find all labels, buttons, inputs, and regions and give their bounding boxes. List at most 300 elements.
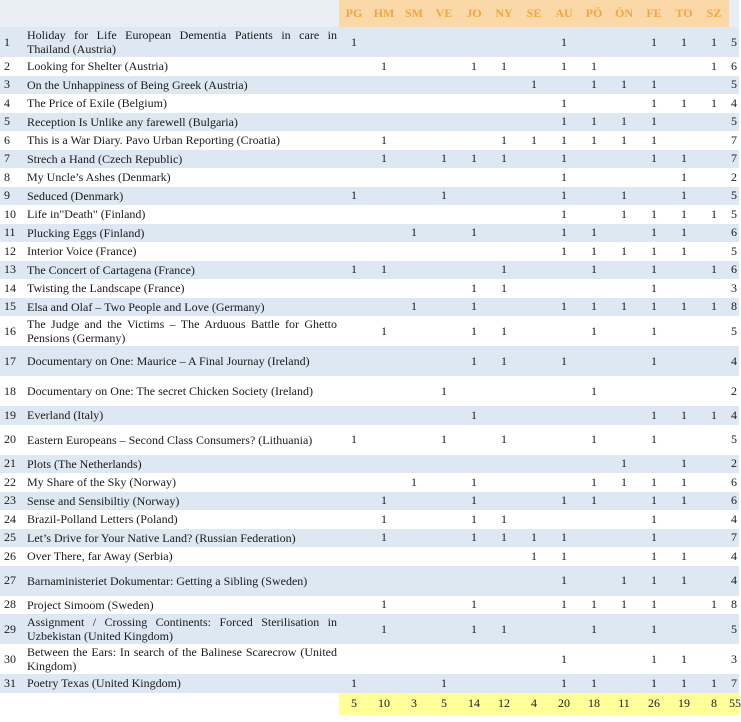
vote-cell: 1	[459, 510, 489, 529]
vote-cell: 1	[639, 614, 669, 644]
vote-cell	[339, 455, 369, 474]
vote-cell	[669, 261, 699, 280]
vote-cell	[369, 113, 399, 132]
vote-cell	[669, 346, 699, 376]
vote-cell: 1	[549, 131, 579, 150]
vote-cell	[519, 187, 549, 206]
vote-cell	[579, 406, 609, 425]
programme-title: Brazil-Polland Letters (Poland)	[24, 510, 339, 529]
column-total: 10	[369, 693, 399, 715]
row-number: 6	[0, 131, 24, 150]
vote-cell: 1	[339, 261, 369, 280]
vote-cell	[519, 168, 549, 187]
column-total: 20	[549, 693, 579, 715]
vote-cell: 1	[459, 614, 489, 644]
vote-cell	[369, 566, 399, 596]
vote-cell	[429, 298, 459, 317]
table-row	[0, 242, 739, 261]
vote-cell: 1	[489, 316, 519, 346]
vote-cell: 1	[519, 131, 549, 150]
vote-cell: 1	[489, 261, 519, 280]
vote-cell: 1	[369, 261, 399, 280]
vote-cell: 1	[639, 529, 669, 548]
table-row	[0, 205, 739, 224]
vote-cell	[399, 76, 429, 95]
vote-cell: 1	[489, 279, 519, 298]
vote-cell: 1	[669, 94, 699, 113]
vote-cell	[549, 473, 579, 492]
vote-cell: 1	[579, 425, 609, 455]
column-header: PG	[339, 0, 369, 27]
vote-cell	[459, 455, 489, 474]
vote-cell: 1	[579, 473, 609, 492]
row-number: 15	[0, 298, 24, 317]
vote-cell	[699, 279, 729, 298]
vote-cell: 1	[639, 298, 669, 317]
programme-title: Over There, far Away (Serbia)	[24, 547, 339, 566]
vote-cell: 1	[699, 94, 729, 113]
vote-cell	[399, 492, 429, 511]
programme-title: My Share of the Sky (Norway)	[24, 473, 339, 492]
vote-cell: 1	[669, 27, 699, 57]
vote-cell: 1	[669, 492, 699, 511]
vote-cell	[339, 113, 369, 132]
column-total: 4	[519, 693, 549, 715]
programme-title: Elsa and Olaf – Two People and Love (Germany)	[24, 298, 339, 317]
vote-cell	[669, 279, 699, 298]
vote-cell: 1	[429, 425, 459, 455]
vote-cell	[399, 261, 429, 280]
vote-cell	[339, 57, 369, 76]
vote-cell: 1	[579, 224, 609, 243]
table-row	[0, 57, 739, 76]
vote-cell	[459, 113, 489, 132]
vote-cell: 1	[579, 131, 609, 150]
vote-cell	[669, 57, 699, 76]
vote-cell	[669, 529, 699, 548]
row-number: 17	[0, 346, 24, 376]
row-number: 9	[0, 187, 24, 206]
vote-cell: 1	[639, 547, 669, 566]
row-total: 5	[729, 425, 739, 455]
vote-cell	[489, 674, 519, 693]
row-total: 4	[729, 346, 739, 376]
vote-cell: 1	[489, 346, 519, 376]
row-number: 12	[0, 242, 24, 261]
row-number: 16	[0, 316, 24, 346]
row-number: 10	[0, 205, 24, 224]
vote-cell	[369, 346, 399, 376]
vote-cell: 1	[669, 566, 699, 596]
vote-cell	[519, 205, 549, 224]
vote-cell: 1	[669, 205, 699, 224]
vote-cell	[339, 644, 369, 674]
vote-cell	[459, 425, 489, 455]
column-header: SM	[399, 0, 429, 27]
vote-cell	[399, 150, 429, 169]
vote-cell: 1	[549, 27, 579, 57]
row-total: 5	[729, 242, 739, 261]
vote-cell: 1	[639, 261, 669, 280]
vote-cell: 1	[459, 298, 489, 317]
vote-cell	[669, 425, 699, 455]
vote-cell	[399, 566, 429, 596]
vote-cell	[459, 566, 489, 596]
vote-cell	[429, 346, 459, 376]
vote-cell	[489, 455, 519, 474]
vote-cell	[369, 242, 399, 261]
vote-cell	[519, 406, 549, 425]
vote-cell	[369, 94, 399, 113]
vote-cell: 1	[399, 473, 429, 492]
vote-cell: 1	[639, 150, 669, 169]
vote-cell	[579, 168, 609, 187]
vote-cell: 1	[699, 205, 729, 224]
row-total: 8	[729, 596, 739, 615]
vote-cell	[399, 205, 429, 224]
vote-cell	[489, 566, 519, 596]
vote-cell	[609, 644, 639, 674]
vote-cell	[609, 614, 639, 644]
vote-cell	[699, 566, 729, 596]
row-total: 6	[729, 473, 739, 492]
row-total: 3	[729, 644, 739, 674]
header-row	[0, 0, 739, 27]
row-total: 2	[729, 455, 739, 474]
vote-cell	[369, 298, 399, 317]
vote-cell	[519, 242, 549, 261]
vote-cell: 1	[669, 674, 699, 693]
vote-cell	[429, 205, 459, 224]
vote-cell	[609, 261, 639, 280]
vote-cell: 1	[489, 57, 519, 76]
vote-cell: 1	[609, 205, 639, 224]
vote-cell	[669, 596, 699, 615]
column-header: PÖ	[579, 0, 609, 27]
vote-cell: 1	[399, 224, 429, 243]
vote-cell	[399, 27, 429, 57]
table-row	[0, 131, 739, 150]
row-number: 30	[0, 644, 24, 674]
totals-blank	[24, 693, 339, 715]
vote-cell	[609, 224, 639, 243]
programme-title: My Uncle’s Ashes (Denmark)	[24, 168, 339, 187]
vote-cell	[339, 205, 369, 224]
table-row	[0, 150, 739, 169]
vote-cell: 1	[609, 113, 639, 132]
row-number: 5	[0, 113, 24, 132]
vote-cell	[699, 492, 729, 511]
vote-cell: 1	[609, 131, 639, 150]
programme-title: Project Simoom (Sweden)	[24, 596, 339, 615]
vote-cell: 1	[579, 76, 609, 95]
vote-cell: 1	[579, 316, 609, 346]
row-total: 4	[729, 406, 739, 425]
table-row	[0, 316, 739, 346]
vote-cell	[339, 346, 369, 376]
vote-cell: 1	[399, 298, 429, 317]
vote-cell	[579, 547, 609, 566]
row-total: 5	[729, 316, 739, 346]
vote-cell	[429, 406, 459, 425]
vote-cell	[489, 205, 519, 224]
totals-blank	[0, 693, 24, 715]
programme-title: Barnaministeriet Dokumentar: Getting a Sibling (Sweden)	[24, 566, 339, 596]
vote-cell: 1	[699, 27, 729, 57]
vote-cell: 1	[609, 76, 639, 95]
vote-cell	[489, 596, 519, 615]
vote-cell	[429, 455, 459, 474]
vote-cell	[339, 376, 369, 406]
vote-cell	[429, 27, 459, 57]
vote-cell	[339, 406, 369, 425]
vote-cell: 1	[699, 298, 729, 317]
vote-cell: 1	[549, 94, 579, 113]
vote-cell	[489, 27, 519, 57]
vote-cell	[429, 242, 459, 261]
vote-cell	[579, 94, 609, 113]
column-total: 12	[489, 693, 519, 715]
vote-cell: 1	[639, 113, 669, 132]
vote-cell	[399, 455, 429, 474]
vote-cell	[339, 492, 369, 511]
column-total: 5	[429, 693, 459, 715]
vote-cell: 1	[579, 113, 609, 132]
vote-cell	[519, 261, 549, 280]
programme-title: The Concert of Cartagena (France)	[24, 261, 339, 280]
vote-cell	[369, 205, 399, 224]
table-row	[0, 346, 739, 376]
vote-cell	[459, 168, 489, 187]
vote-cell: 1	[669, 547, 699, 566]
table-row	[0, 94, 739, 113]
column-header: FE	[639, 0, 669, 27]
vote-cell	[519, 425, 549, 455]
row-number: 2	[0, 57, 24, 76]
row-number: 13	[0, 261, 24, 280]
row-number: 11	[0, 224, 24, 243]
vote-cell	[699, 150, 729, 169]
vote-cell: 1	[609, 596, 639, 615]
vote-cell	[489, 492, 519, 511]
table-row	[0, 113, 739, 132]
row-number: 20	[0, 425, 24, 455]
vote-cell: 1	[579, 674, 609, 693]
row-number: 31	[0, 674, 24, 693]
vote-cell: 1	[429, 376, 459, 406]
vote-cell	[369, 187, 399, 206]
vote-cell	[639, 376, 669, 406]
vote-cell: 1	[639, 596, 669, 615]
programme-title: Reception Is Unlike any farewell (Bulgaria)	[24, 113, 339, 132]
vote-cell: 1	[639, 27, 669, 57]
vote-cell	[429, 614, 459, 644]
vote-cell: 1	[459, 596, 489, 615]
vote-cell	[369, 27, 399, 57]
vote-cell: 1	[669, 406, 699, 425]
vote-cell	[429, 57, 459, 76]
vote-cell: 1	[489, 425, 519, 455]
vote-cell: 1	[639, 205, 669, 224]
column-header: SE	[519, 0, 549, 27]
row-number: 21	[0, 455, 24, 474]
vote-cell	[399, 113, 429, 132]
vote-cell: 1	[369, 57, 399, 76]
vote-cell	[519, 376, 549, 406]
vote-cell: 1	[639, 76, 669, 95]
vote-cell: 1	[339, 187, 369, 206]
vote-cell	[429, 566, 459, 596]
column-total: 8	[699, 693, 729, 715]
vote-cell	[699, 529, 729, 548]
vote-cell	[369, 406, 399, 425]
table-row	[0, 492, 739, 511]
vote-cell	[609, 510, 639, 529]
vote-cell	[369, 376, 399, 406]
vote-cell	[609, 406, 639, 425]
vote-cell	[699, 131, 729, 150]
row-number: 26	[0, 547, 24, 566]
vote-cell	[489, 298, 519, 317]
vote-cell	[429, 644, 459, 674]
vote-cell	[339, 150, 369, 169]
vote-cell	[519, 298, 549, 317]
vote-cell: 1	[609, 298, 639, 317]
vote-cell	[399, 614, 429, 644]
vote-cell: 1	[429, 674, 459, 693]
vote-cell	[339, 224, 369, 243]
column-header: ÖN	[609, 0, 639, 27]
vote-cell: 1	[459, 529, 489, 548]
vote-cell	[609, 674, 639, 693]
vote-cell	[699, 614, 729, 644]
vote-cell	[489, 224, 519, 243]
programme-title: Sense and Sensibiltiy (Norway)	[24, 492, 339, 511]
vote-cell	[669, 76, 699, 95]
vote-cell	[339, 614, 369, 644]
vote-cell: 1	[549, 566, 579, 596]
vote-cell	[489, 473, 519, 492]
row-number: 14	[0, 279, 24, 298]
column-total: 14	[459, 693, 489, 715]
vote-cell: 1	[549, 644, 579, 674]
column-total: 18	[579, 693, 609, 715]
programme-title: Poetry Texas (United Kingdom)	[24, 674, 339, 693]
vote-cell	[339, 298, 369, 317]
vote-cell: 1	[459, 346, 489, 376]
vote-cell	[669, 510, 699, 529]
vote-cell	[489, 644, 519, 674]
vote-cell: 1	[369, 150, 399, 169]
vote-cell: 1	[669, 473, 699, 492]
programme-title: Everland (Italy)	[24, 406, 339, 425]
vote-cell	[429, 473, 459, 492]
row-total: 4	[729, 566, 739, 596]
vote-cell	[519, 510, 549, 529]
vote-cell	[519, 224, 549, 243]
vote-cell	[459, 187, 489, 206]
vote-cell	[639, 168, 669, 187]
vote-cell	[459, 644, 489, 674]
vote-cell	[399, 57, 429, 76]
vote-cell: 1	[639, 94, 669, 113]
vote-cell	[399, 94, 429, 113]
column-header: HM	[369, 0, 399, 27]
vote-cell: 1	[579, 614, 609, 644]
vote-cell	[519, 346, 549, 376]
table-row	[0, 455, 739, 474]
vote-cell	[549, 376, 579, 406]
programme-title: This is a War Diary. Pavo Urban Reporting (Croatia)	[24, 131, 339, 150]
vote-cell	[399, 547, 429, 566]
table-row	[0, 547, 739, 566]
row-total: 2	[729, 376, 739, 406]
table-row	[0, 566, 739, 596]
vote-cell: 1	[699, 406, 729, 425]
vote-cell	[339, 529, 369, 548]
vote-cell: 1	[669, 150, 699, 169]
table-row	[0, 406, 739, 425]
vote-cell	[549, 261, 579, 280]
vote-cell: 1	[549, 547, 579, 566]
totals-row	[0, 693, 739, 715]
vote-cell	[339, 596, 369, 615]
vote-cell	[519, 614, 549, 644]
vote-cell	[699, 473, 729, 492]
vote-cell	[639, 187, 669, 206]
vote-cell: 1	[549, 224, 579, 243]
vote-cell	[549, 316, 579, 346]
vote-cell	[609, 492, 639, 511]
vote-cell	[549, 76, 579, 95]
vote-cell	[639, 455, 669, 474]
vote-cell	[519, 455, 549, 474]
table-row	[0, 473, 739, 492]
vote-cell	[609, 547, 639, 566]
vote-cell	[489, 187, 519, 206]
vote-cell	[609, 168, 639, 187]
table-row	[0, 187, 739, 206]
vote-cell	[429, 94, 459, 113]
row-total: 6	[729, 57, 739, 76]
vote-cell	[519, 279, 549, 298]
vote-cell: 1	[699, 674, 729, 693]
vote-cell	[429, 492, 459, 511]
vote-cell: 1	[519, 76, 549, 95]
row-total: 7	[729, 674, 739, 693]
vote-cell	[339, 279, 369, 298]
vote-cell	[369, 455, 399, 474]
vote-cell	[699, 242, 729, 261]
vote-cell	[339, 94, 369, 113]
vote-cell	[339, 473, 369, 492]
header-blank-number	[0, 0, 24, 27]
row-total: 7	[729, 529, 739, 548]
vote-cell: 1	[339, 27, 369, 57]
vote-cell	[459, 27, 489, 57]
vote-cell	[519, 492, 549, 511]
vote-cell	[669, 131, 699, 150]
vote-cell: 1	[339, 674, 369, 693]
vote-cell	[519, 94, 549, 113]
vote-cell	[669, 614, 699, 644]
vote-cell: 1	[489, 150, 519, 169]
vote-cell	[489, 406, 519, 425]
row-number: 27	[0, 566, 24, 596]
vote-cell	[579, 455, 609, 474]
vote-cell	[489, 113, 519, 132]
vote-cell	[429, 224, 459, 243]
